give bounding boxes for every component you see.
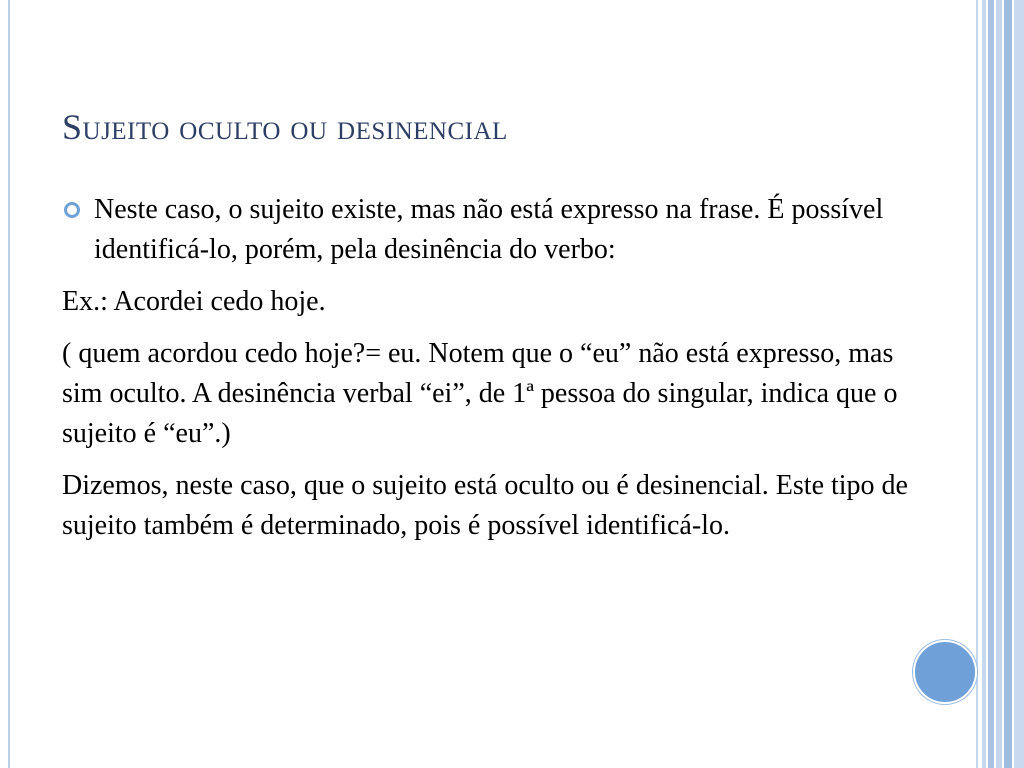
slide-title: Sujeito oculto ou desinencial (62, 107, 508, 147)
example-paragraph: Ex.: Acordei cedo hoje. (62, 286, 326, 317)
right-stripe (982, 0, 986, 768)
right-stripe (988, 0, 994, 768)
slide-body (62, 190, 922, 558)
right-stripe (996, 0, 1002, 768)
ring-bullet-icon (64, 202, 80, 218)
bullet-item (62, 190, 922, 270)
right-stripe (1014, 0, 1024, 768)
right-stripe (1004, 0, 1012, 768)
decorative-circle (913, 640, 977, 704)
right-stripe (976, 0, 978, 768)
bullet-text: Neste caso, o sujeito existe, mas não está expresso na frase. É possível identificá-lo, porém, pela desinência do verbo: (94, 194, 884, 265)
conclusion-paragraph: Dizemos, neste caso, que o sujeito está oculto ou é desinencial. Este tipo de sujeito também é determinado, pois é possível identificá-lo. (62, 470, 908, 541)
left-frame-line (8, 0, 10, 768)
explanation-paragraph: ( quem acordou cedo hoje?= eu. Notem que o “eu” não está expresso, mas sim oculto. A desinência verbal “ei”, de 1ª pessoa do singular, indica que o sujeito é “eu”.) (62, 338, 898, 449)
